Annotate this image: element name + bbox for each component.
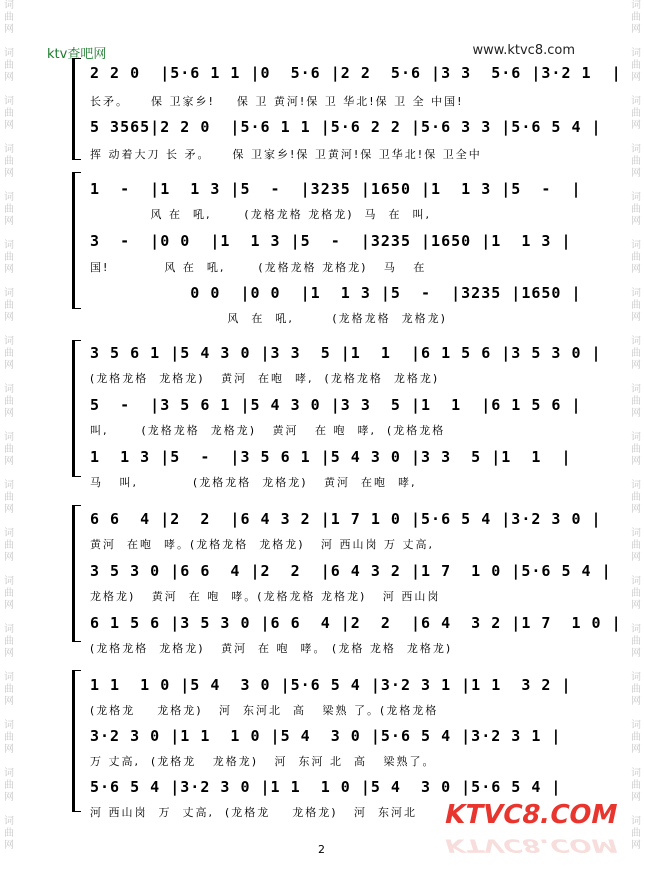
score-line: 0 0 |0 0 |1 1 3 |5 - |3235 |1650 | — [90, 284, 582, 302]
score-line: 5 3565|2 2 0 |5·6 1 1 |5·6 2 2 |5·6 3 3 |5·6 5 4 | — [90, 118, 602, 136]
site-logo: KTVC8.COM — [441, 800, 621, 830]
score-line: 1 1 3 |5 - |3 5 6 1 |5 4 3 0 |3 3 5 |1 1 | — [90, 448, 572, 466]
score-line: 1 1 1 0 |5 4 3 0 |5·6 5 4 |3·2 3 1 |1 1 3 2 | — [90, 676, 572, 694]
lyric-line: 风 在 吼, (龙格龙格 龙格龙) — [90, 312, 447, 325]
system-brace — [72, 505, 81, 642]
lyric-line: (龙格龙 龙格龙) 河 东河北 高 梁熟 了。(龙格龙格 — [90, 704, 439, 717]
lyric-line: (龙格龙格 龙格龙) 黄河 在 咆 哮。 (龙格 龙格 龙格龙) — [90, 642, 453, 655]
system-brace — [72, 172, 81, 309]
site-name-left[interactable]: ktv查吧网 — [47, 47, 107, 62]
site-logo-reflection: KTVC8.COM — [441, 834, 621, 856]
watermark-right: 词 曲 网 词 曲 网 词 曲 网 词 曲 网 词 曲 网 词 曲 网 词 曲 网 词 曲 网 词 曲 网 词 曲 网 词 曲 网 词 曲 网 词 曲 网 词 曲 网 词 曲 网 词 曲 网 词 曲 网 词 曲 网 — [631, 0, 641, 851]
score-line: 5 - |3 5 6 1 |5 4 3 0 |3 3 5 |1 1 |6 1 5 6 | — [90, 396, 582, 414]
score-line: 3·2 3 0 |1 1 1 0 |5 4 3 0 |5·6 5 4 |3·2 3 1 | — [90, 727, 562, 745]
score-line: 5·6 5 4 |3·2 3 0 |1 1 1 0 |5 4 3 0 |5·6 5 4 | — [90, 778, 562, 796]
lyric-line: 风 在 吼, (龙格龙格 龙格龙) 马 在 叫, — [90, 208, 431, 221]
lyric-line: 黄河 在咆 哮。(龙格龙格 龙格龙) 河 西山岗 万 丈高, — [90, 538, 435, 551]
system-brace — [72, 58, 81, 160]
watermark-left: 词 曲 网 词 曲 网 词 曲 网 词 曲 网 词 曲 网 词 曲 网 词 曲 网 词 曲 网 词 曲 网 词 曲 网 词 曲 网 词 曲 网 词 曲 网 词 曲 网 词 曲 网 词 曲 网 词 曲 网 词 曲 网 — [4, 0, 14, 851]
score-line: 3 5 3 0 |6 6 4 |2 2 |6 4 3 2 |1 7 1 0 |5·6 5 4 | — [90, 562, 612, 580]
system-brace — [72, 340, 81, 477]
lyric-line: 叫, (龙格龙格 龙格龙) 黄河 在 咆 哮, (龙格龙格 — [90, 424, 446, 437]
score-line: 2 2 0 |5·6 1 1 |0 5·6 |2 2 5·6 |3 3 5·6 |3·2 1 | — [90, 64, 622, 82]
score-line: 3 - |0 0 |1 1 3 |5 - |3235 |1650 |1 1 3 | — [90, 232, 572, 250]
lyric-line: 河 西山岗 万 丈高, (龙格龙 龙格龙) 河 东河北 — [90, 806, 418, 819]
score-line: 6 6 4 |2 2 |6 4 3 2 |1 7 1 0 |5·6 5 4 |3·2 3 0 | — [90, 510, 602, 528]
lyric-line: 万 丈高, (龙格龙 龙格龙) 河 东河 北 高 梁熟了。 — [90, 755, 436, 768]
lyric-line: 马 叫, (龙格龙格 龙格龙) 黄河 在咆 哮, — [90, 476, 417, 489]
lyric-line: (龙格龙格 龙格龙) 黄河 在咆 哮, (龙格龙格 龙格龙) — [90, 372, 440, 385]
site-url-right[interactable]: www.ktvc8.com — [472, 43, 575, 58]
lyric-line: 国! 风 在 吼, (龙格龙格 龙格龙) 马 在 — [90, 261, 427, 274]
lyric-line: 长矛。 保 卫家乡! 保 卫 黄河!保 卫 华北!保 卫 全 中国! — [90, 95, 464, 108]
score-line: 3 5 6 1 |5 4 3 0 |3 3 5 |1 1 |6 1 5 6 |3 5 3 0 | — [90, 344, 602, 362]
score-line: 6 1 5 6 |3 5 3 0 |6 6 4 |2 2 |6 4 3 2 |1 7 1 0 | — [90, 614, 622, 632]
system-brace — [72, 670, 81, 812]
page-number: 2 — [318, 843, 325, 856]
lyric-line: 龙格龙) 黄河 在 咆 哮。(龙格龙格 龙格龙) 河 西山岗 — [90, 590, 441, 603]
lyric-line: 挥 动着大刀 长 矛。 保 卫家乡!保 卫黄河!保 卫华北!保 卫全中 — [90, 148, 482, 161]
score-line: 1 - |1 1 3 |5 - |3235 |1650 |1 1 3 |5 - | — [90, 180, 582, 198]
